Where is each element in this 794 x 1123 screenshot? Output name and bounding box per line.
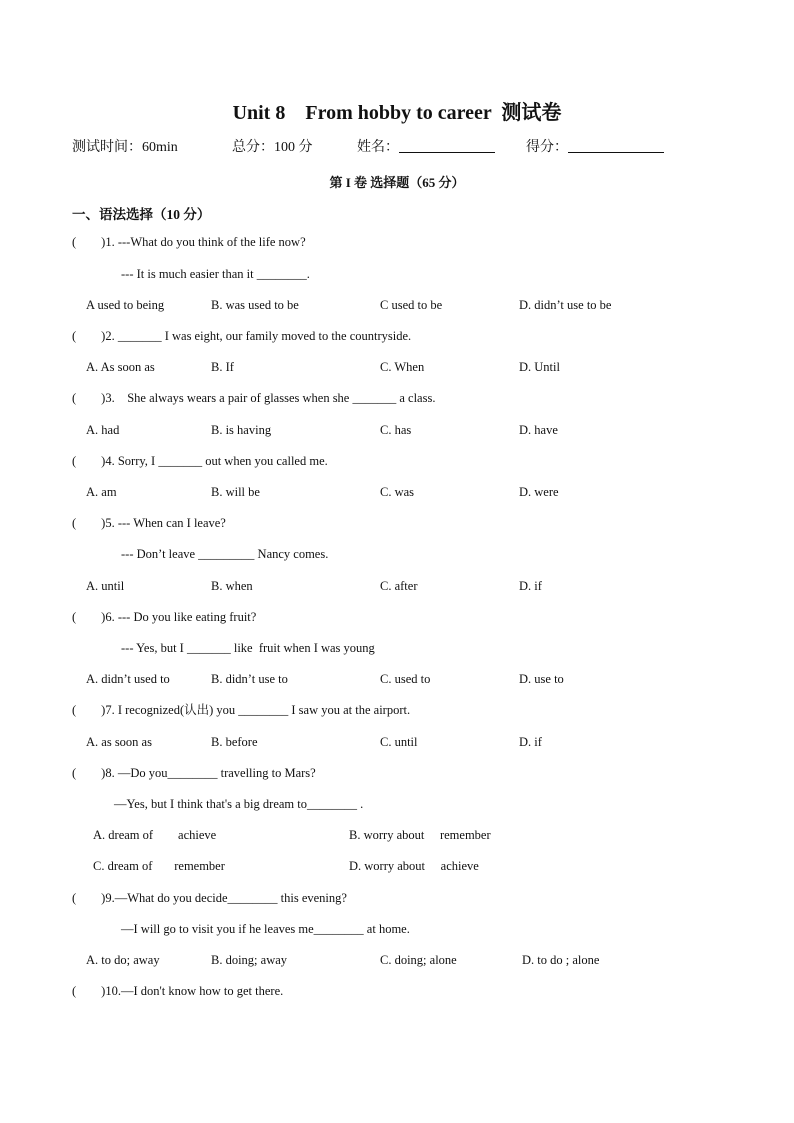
name-blank[interactable] (399, 138, 495, 153)
question-7-option-b: B. before (211, 735, 258, 749)
question-4-option-c: C. was (380, 485, 415, 499)
points-field (526, 136, 664, 156)
section-title: 第 I 卷 选择题（65 分） (329, 175, 465, 190)
question-9-option-b: B. doing; away (211, 953, 288, 967)
question-1-sub: --- It is much easier than it ________. (121, 267, 310, 281)
question-6-option-c: C. used to (380, 672, 431, 686)
question-8-sub: —Yes, but I think that's a big dream to________ . (114, 797, 364, 811)
question-9-sub: —I will go to visit you if he leaves me________ at home. (121, 922, 410, 936)
question-6-sub: --- Yes, but I _______ like fruit when I was young (121, 641, 375, 655)
question-8-option-b: B. worry about remember (349, 828, 491, 842)
question-5-option-b: B. when (211, 579, 253, 593)
points-blank[interactable] (568, 138, 664, 153)
question-1-option-c: C used to be (380, 298, 443, 312)
question-2-option-d: D. Until (519, 360, 560, 374)
question-7-option-d: D. if (519, 735, 542, 749)
question-8-option-d: D. worry about achieve (349, 859, 479, 873)
question-6-stem: ( )6. --- Do you like eating fruit? (72, 610, 257, 624)
question-3-option-b: B. is having (211, 423, 272, 437)
question-2-stem: ( )2. _______ I was eight, our family moved to the countryside. (72, 329, 412, 343)
question-2-option-c: C. When (380, 360, 425, 374)
name-label: 姓名： (357, 140, 399, 155)
question-2-option-b: B. If (211, 360, 234, 374)
question-5-stem: ( )5. --- When can I leave? (72, 516, 226, 530)
test-time: 测试时间：60min (72, 140, 178, 155)
question-5-option-d: D. if (519, 579, 542, 593)
part-title: 一、语法选择（10 分） (72, 207, 211, 222)
question-5-option-a: A. until (86, 579, 125, 593)
page-title: Unit 8 From hobby to career 测试卷 (232, 102, 562, 124)
question-2-option-a: A. As soon as (86, 360, 155, 374)
question-9-option-c: C. doing; alone (380, 953, 457, 967)
question-1-stem: ( )1. ---What do you think of the life now? (72, 235, 306, 249)
question-4-option-b: B. will be (211, 485, 260, 499)
question-4-option-a: A. am (86, 485, 117, 499)
question-7-option-c: C. until (380, 735, 418, 749)
question-7-option-a: A. as soon as (86, 735, 152, 749)
question-8-option-a: A. dream of achieve (93, 828, 217, 842)
total-score: 总分：100 分 (232, 140, 313, 155)
points-label: 得分： (526, 140, 568, 155)
question-4-option-d: D. were (519, 485, 559, 499)
question-6-option-a: A. didn’t used to (86, 672, 170, 686)
question-6-option-b: B. didn’t use to (211, 672, 288, 686)
question-3-option-d: D. have (519, 423, 558, 437)
question-3-stem: ( )3. She always wears a pair of glasses when she _______ a class. (72, 391, 436, 405)
question-10-stem: ( )10.—I don't know how to get there. (72, 984, 284, 998)
question-1-option-a: A used to being (86, 298, 165, 312)
question-5-sub: --- Don’t leave _________ Nancy comes. (121, 547, 329, 561)
question-1-option-d: D. didn’t use to be (519, 298, 612, 312)
question-3-option-c: C. has (380, 423, 412, 437)
name-field (357, 136, 495, 156)
question-6-option-d: D. use to (519, 672, 564, 686)
question-1-option-b: B. was used to be (211, 298, 299, 312)
question-9-stem: ( )9.—What do you decide________ this evening? (72, 891, 347, 905)
question-7-stem: ( )7. I recognized(认出) you ________ I saw you at the airport. (72, 703, 411, 717)
question-9-option-d: D. to do ; alone (522, 953, 600, 967)
question-8-option-c: C. dream of remember (93, 859, 225, 873)
question-5-option-c: C. after (380, 579, 418, 593)
question-8-stem: ( )8. —Do you________ travelling to Mars? (72, 766, 316, 780)
question-3-option-a: A. had (86, 423, 120, 437)
question-9-option-a: A. to do; away (86, 953, 160, 967)
question-4-stem: ( )4. Sorry, I _______ out when you called me. (72, 454, 328, 468)
